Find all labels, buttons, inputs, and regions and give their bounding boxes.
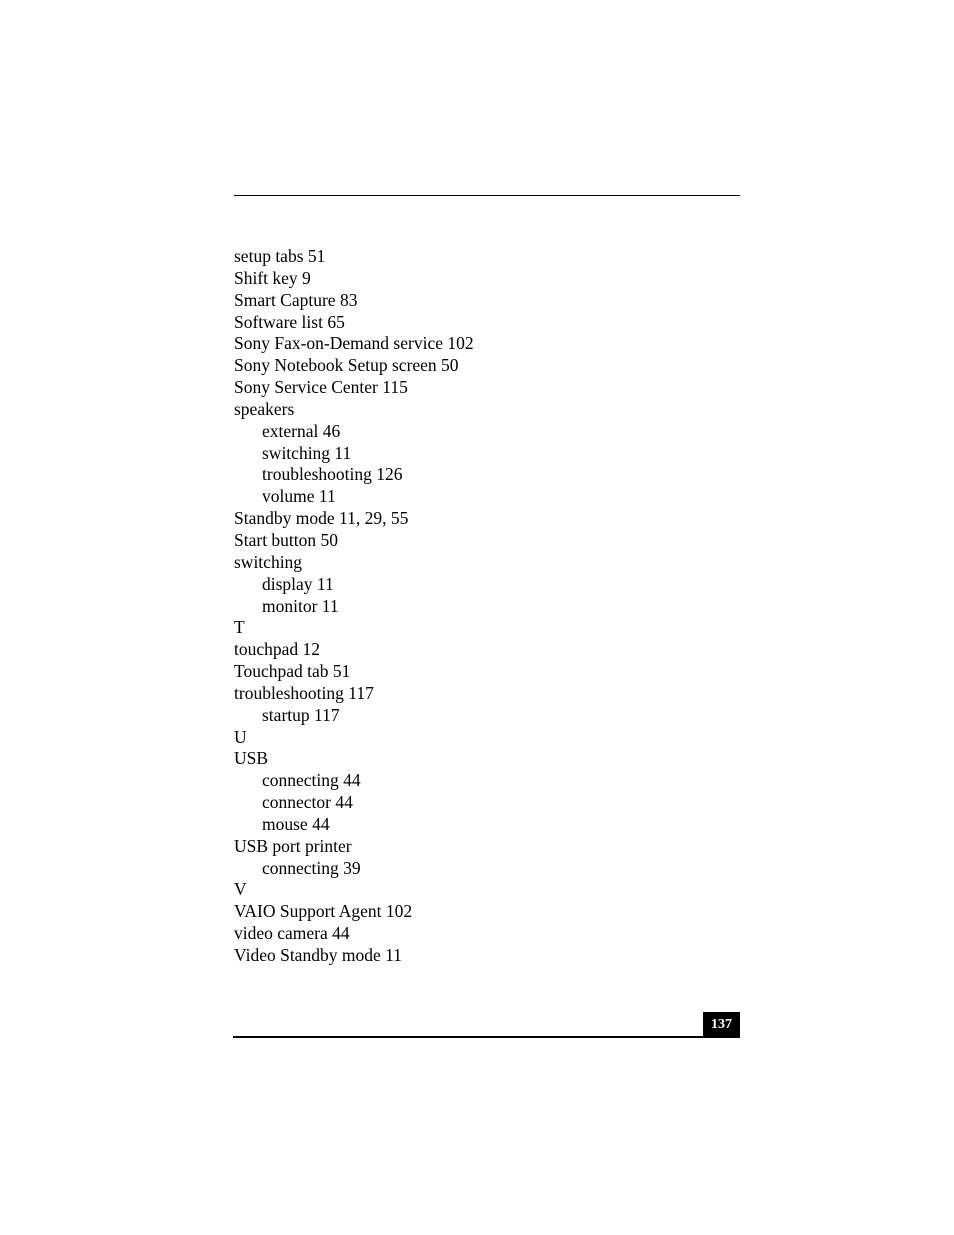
footer-rule <box>233 1036 740 1038</box>
index-subentry: connecting 44 <box>262 770 361 791</box>
index-subentry: external 46 <box>262 420 341 441</box>
index-entry: touchpad 12 <box>234 639 321 660</box>
index-subentry: switching 11 <box>262 442 352 463</box>
index-entry: setup tabs 51 <box>234 246 326 266</box>
index-subentry: connector 44 <box>262 792 353 813</box>
index-entry: video camera 44 <box>234 923 350 944</box>
index-entry: USB <box>234 748 269 769</box>
index-entry: troubleshooting 117 <box>234 682 374 703</box>
index-subentry: monitor 11 <box>262 595 339 616</box>
index-entry: USB port printer <box>234 835 352 856</box>
index-entry: V <box>234 879 247 900</box>
index-entry: VAIO Support Agent 102 <box>234 901 413 922</box>
index-subentry: connecting 39 <box>262 857 361 878</box>
index-entry: speakers <box>234 398 295 419</box>
index-subentry: troubleshooting 126 <box>262 464 403 485</box>
index-entry: Touchpad tab 51 <box>234 661 351 682</box>
index-entry: Shift key 9 <box>234 267 311 288</box>
header-rule <box>234 195 740 196</box>
index-entry: Sony Service Center 115 <box>234 377 408 398</box>
index-entry: Video Standby mode 11 <box>234 945 402 965</box>
index-entry: Sony Notebook Setup screen 50 <box>234 355 459 376</box>
index-entry: Software list 65 <box>234 311 345 332</box>
index-entry: Standby mode 11, 29, 55 <box>234 508 409 529</box>
index-entry: switching <box>234 551 303 572</box>
index-entry: Smart Capture 83 <box>234 289 358 310</box>
index-subentry: display 11 <box>262 573 334 594</box>
index-subentry: mouse 44 <box>262 813 330 834</box>
page-number: 137 <box>703 1012 740 1037</box>
index-list <box>234 246 474 967</box>
index-entry: U <box>234 726 247 747</box>
index-subentry: startup 117 <box>262 704 340 725</box>
index-entry: T <box>234 617 245 638</box>
index-entry: Start button 50 <box>234 529 339 550</box>
index-subentry: volume 11 <box>262 486 336 507</box>
index-entry: Sony Fax-on-Demand service 102 <box>234 333 474 354</box>
